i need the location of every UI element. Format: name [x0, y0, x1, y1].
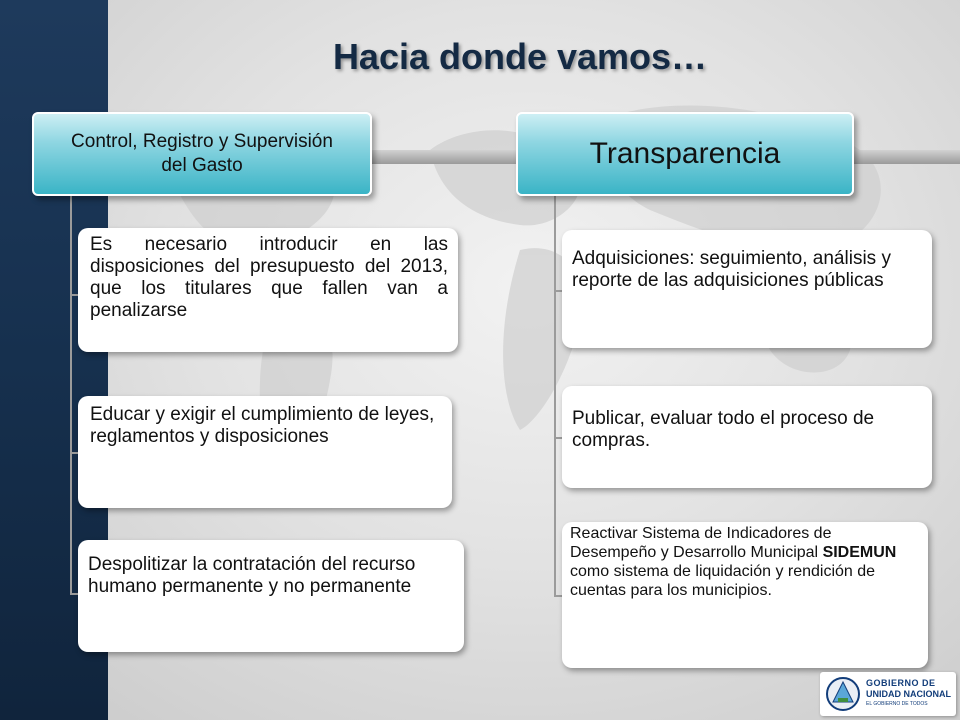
left-item-penalize-officials: [78, 228, 458, 352]
coat-of-arms-icon: [824, 676, 862, 712]
right-item-procurement-tracking: [562, 230, 932, 348]
right-column-header: [516, 112, 854, 196]
logo-line-1: GOBIERNO DE: [866, 678, 936, 688]
left-item-text: Despolitizar la contratación del recurso humano permanente y no permanente: [88, 554, 416, 597]
right-branch-2: [554, 437, 562, 439]
right-column-header-text: Transparencia: [589, 137, 781, 170]
right-item-text: Publicar, evaluar todo el proceso de compras.: [572, 408, 875, 451]
right-branch-1: [554, 290, 562, 292]
left-item-text: Es necesario introducir en las disposiciones del presupuesto del 2013, que los titulares que fallen van a penalizarse: [90, 234, 448, 321]
right-item-reactivate-sidemun: [562, 522, 928, 668]
right-item-text: como sistema de liquidación y rendición de cuentas para los municipios.: [570, 563, 876, 599]
left-branch-2: [70, 452, 78, 454]
right-branch-3: [554, 595, 562, 597]
right-tree-trunk: [554, 196, 556, 596]
slide-title: Hacia donde vamos…: [332, 36, 708, 77]
logo-tagline: EL GOBIERNO DE TODOS: [866, 701, 928, 707]
right-item-publish-evaluate: [562, 386, 932, 488]
left-branch-1: [70, 294, 78, 296]
left-column-header-text: Control, Registro y Supervisión del Gasto: [71, 131, 333, 176]
left-item-educate-enforce: [78, 396, 452, 508]
left-column-header: [32, 112, 372, 196]
left-tree-trunk: [70, 196, 72, 594]
right-item-text: Reactivar Sistema de Indicadores de Desempeño y Desarrollo Municipal: [570, 525, 832, 561]
sidemun-acronym: SIDEMUN: [822, 544, 897, 561]
left-item-depoliticize-hiring: [78, 540, 464, 652]
header-bar-right: [850, 150, 960, 164]
left-item-text: Educar y exigir el cumplimiento de leyes, reglamentos y disposiciones: [90, 404, 435, 447]
right-item-text: Adquisiciones: seguimiento, análisis y reporte de las adquisiciones públicas: [572, 248, 891, 291]
header-bar-middle: [368, 150, 518, 164]
government-logo: [820, 672, 956, 716]
logo-line-2: UNIDAD NACIONAL: [866, 689, 951, 699]
left-branch-3: [70, 593, 78, 595]
